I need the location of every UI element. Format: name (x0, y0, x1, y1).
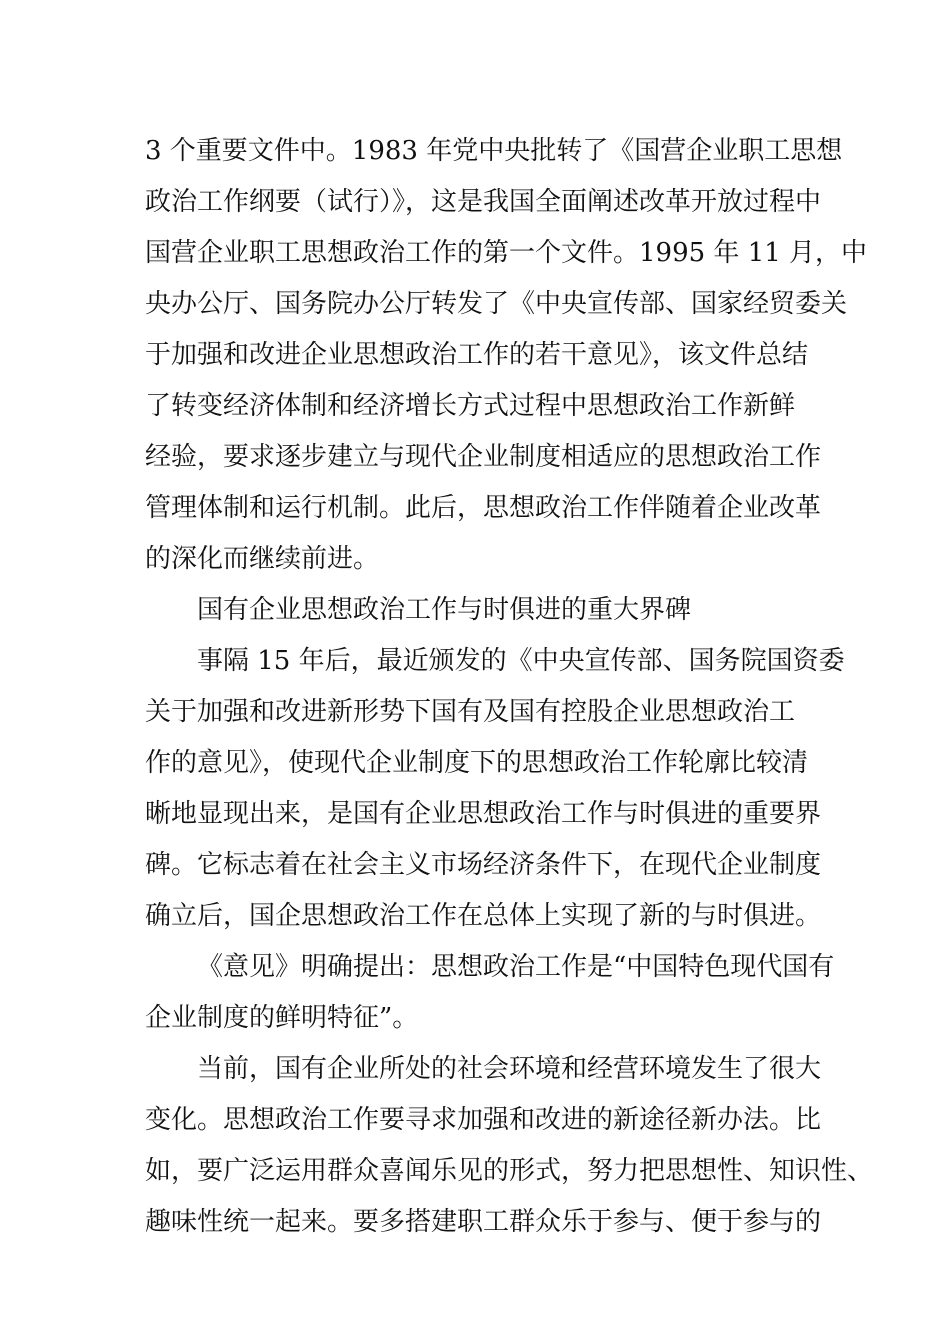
text-line: 国营企业职工思想政治工作的第一个文件。1995 年 11 月，中 (145, 238, 868, 268)
text-line: 碑。它标志着在社会主义市场经济条件下，在现代企业制度 (145, 850, 822, 880)
text-line: 管理体制和运行机制。此后，思想政治工作伴随着企业改革 (145, 493, 822, 523)
paragraph-4 (145, 1044, 874, 1248)
text-line: 央办公厅、国务院办公厅转发了《中央宣传部、国家经贸委关 (145, 289, 848, 319)
text-line: 了转变经济体制和经济增长方式过程中思想政治工作新鲜 (145, 391, 796, 421)
text-line: 政治工作纲要（试行）》，这是我国全面阐述改革开放过程中 (145, 187, 822, 217)
text-line: 的深化而继续前进。 (145, 544, 380, 574)
text-line: 晰地显现出来，是国有企业思想政治工作与时俱进的重要界 (145, 799, 822, 829)
heading-line: 国有企业思想政治工作与时俱进的重大界碑 (197, 595, 692, 625)
text-line: 当前，国有企业所处的社会环境和经营环境发生了很大 (197, 1054, 822, 1084)
text-line: 作的意见》，使现代企业制度下的思想政治工作轮廓比较清 (145, 748, 809, 778)
text-line: 《意见》明确提出：思想政治工作是“中国特色现代国有 (197, 952, 835, 982)
text-line: 关于加强和改进新形势下国有及国有控股企业思想政治工 (145, 697, 796, 727)
paragraph-3 (145, 942, 835, 1044)
text-line: 变化。思想政治工作要寻求加强和改进的新途径新办法。比 (145, 1105, 822, 1135)
text-line: 经验，要求逐步建立与现代企业制度相适应的思想政治工作 (145, 442, 822, 472)
text-line: 企业制度的鲜明特征”。 (145, 1003, 419, 1033)
text-line: 事隔 15 年后，最近颁发的《中央宣传部、国务院国资委 (197, 646, 845, 676)
text-line: 趣味性统一起来。要多搭建职工群众乐于参与、便于参与的 (145, 1207, 822, 1237)
text-line: 3 个重要文件中。1983 年党中央批转了《国营企业职工思想 (145, 136, 843, 166)
text-line: 如，要广泛运用群众喜闻乐见的形式，努力把思想性、知识性、 (145, 1156, 874, 1186)
text-line: 于加强和改进企业思想政治工作的若干意见》，该文件总结 (145, 340, 809, 370)
paragraph-2 (145, 636, 845, 942)
section-heading (145, 585, 810, 636)
text-line: 确立后，国企思想政治工作在总体上实现了新的与时俱进。 (145, 901, 822, 931)
paragraph-1 (145, 126, 868, 585)
document-body (145, 126, 874, 1248)
